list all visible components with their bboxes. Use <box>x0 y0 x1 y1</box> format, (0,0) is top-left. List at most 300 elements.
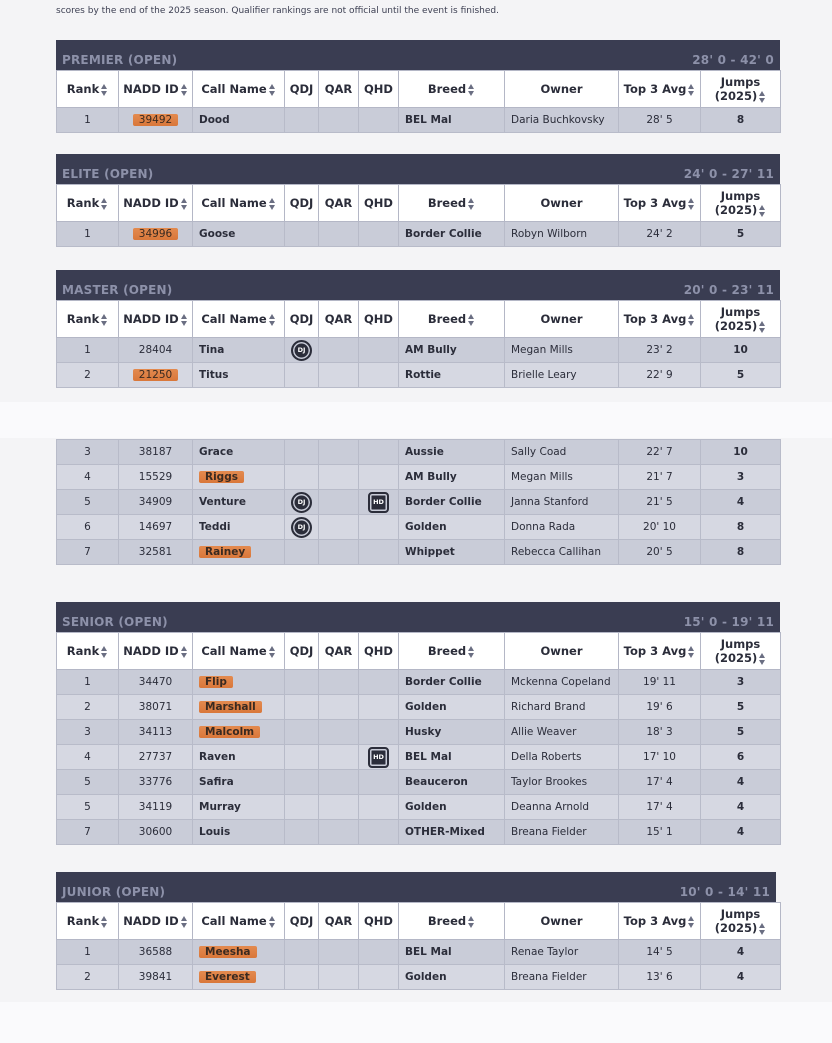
column-header-breed[interactable] <box>399 903 505 940</box>
senior-section <box>56 602 780 845</box>
qhd-cell <box>359 745 399 770</box>
call-name-value: Dood <box>199 114 230 126</box>
sort-icon[interactable] <box>181 646 188 658</box>
column-label: Owner <box>540 82 583 96</box>
table-header-row <box>57 71 781 108</box>
breed-cell: AM Bully <box>399 465 505 490</box>
top3-avg-cell: 17' 4 <box>619 770 701 795</box>
column-label: Breed <box>427 312 467 326</box>
breed-cell: AM Bully <box>399 338 505 363</box>
table-header-row <box>57 301 781 338</box>
top3-avg-cell: 21' 5 <box>619 490 701 515</box>
jumps-cell: 4 <box>701 820 781 845</box>
nadd-id-cell <box>119 440 193 465</box>
nadd-id-value: 38187 <box>138 446 173 458</box>
column-header-qdj <box>285 71 319 108</box>
column-header-owner <box>505 301 619 338</box>
column-header-nadd_id[interactable] <box>119 185 193 222</box>
column-label: QDJ <box>289 196 314 210</box>
sort-icon[interactable] <box>688 646 695 658</box>
column-header-qhd <box>359 903 399 940</box>
sort-icon[interactable] <box>759 321 766 333</box>
nadd-id-cell <box>119 720 193 745</box>
call-name-value: Tina <box>199 344 225 356</box>
rank-cell: 5 <box>57 490 119 515</box>
qhd-cell <box>359 720 399 745</box>
sort-icon[interactable] <box>181 916 188 928</box>
sort-icon[interactable] <box>759 653 766 665</box>
section-header <box>56 270 780 300</box>
column-label: QDJ <box>289 644 314 658</box>
qdj-cell <box>285 720 319 745</box>
qar-cell <box>319 465 359 490</box>
column-label: Jumps (2025) <box>714 75 761 103</box>
column-header-qar <box>319 903 359 940</box>
column-label: QDJ <box>289 312 314 326</box>
owner-cell: Megan Mills <box>505 338 619 363</box>
qdj-cell <box>285 695 319 720</box>
section-range: 15' 0 - 19' 11 <box>683 615 774 629</box>
column-label: Top 3 Avg <box>623 644 687 658</box>
column-label: QHD <box>364 644 393 658</box>
table-row <box>57 770 781 795</box>
column-label: Breed <box>427 82 467 96</box>
sort-icon[interactable] <box>759 91 766 103</box>
sort-icon[interactable] <box>181 84 188 96</box>
column-header-top3[interactable] <box>619 71 701 108</box>
column-label: Call Name <box>201 644 267 658</box>
owner-cell: Renae Taylor <box>505 940 619 965</box>
column-label: Rank <box>66 914 100 928</box>
column-header-rank[interactable] <box>57 903 119 940</box>
qdj-cell <box>285 465 319 490</box>
column-header-nadd_id[interactable] <box>119 71 193 108</box>
owner-cell: Taylor Brookes <box>505 770 619 795</box>
rank-cell: 1 <box>57 670 119 695</box>
jumps-cell: 4 <box>701 770 781 795</box>
call-name-value: Louis <box>199 826 231 838</box>
qdj-cell <box>285 770 319 795</box>
qdj-cell <box>285 108 319 133</box>
top3-avg-cell: 22' 9 <box>619 363 701 388</box>
column-header-qdj <box>285 185 319 222</box>
nadd-id-value: 34470 <box>138 676 173 688</box>
top3-avg-cell: 20' 5 <box>619 540 701 565</box>
table-row <box>57 222 781 247</box>
sort-icon[interactable] <box>269 916 276 928</box>
call-name-cell <box>193 795 285 820</box>
qar-cell <box>319 695 359 720</box>
column-header-top3[interactable] <box>619 633 701 670</box>
breed-cell: OTHER-Mixed <box>399 820 505 845</box>
column-header-breed[interactable] <box>399 185 505 222</box>
sort-icon[interactable] <box>468 314 475 326</box>
column-label: QHD <box>364 312 393 326</box>
column-label: NADD ID <box>123 82 179 96</box>
top3-avg-cell: 28' 5 <box>619 108 701 133</box>
column-label: Top 3 Avg <box>623 196 687 210</box>
owner-cell: Mckenna Copeland <box>505 670 619 695</box>
breed-cell: BEL Mal <box>399 940 505 965</box>
owner-cell: Della Roberts <box>505 745 619 770</box>
premier-section <box>56 40 780 133</box>
column-header-owner <box>505 71 619 108</box>
section-range: 20' 0 - 23' 11 <box>683 283 774 297</box>
sort-icon[interactable] <box>688 84 695 96</box>
sort-icon[interactable] <box>101 646 108 658</box>
column-header-qdj <box>285 903 319 940</box>
top3-avg-cell: 17' 10 <box>619 745 701 770</box>
qdj-cell <box>285 965 319 990</box>
column-header-nadd_id[interactable] <box>119 301 193 338</box>
column-label: Jumps (2025) <box>714 305 761 333</box>
column-label: NADD ID <box>123 644 179 658</box>
section-title: JUNIOR (OPEN) <box>62 885 166 899</box>
column-header-jumps[interactable] <box>701 633 781 670</box>
nadd-id-value: 21250 <box>133 369 178 381</box>
table-header-row <box>57 185 781 222</box>
top3-avg-cell: 22' 7 <box>619 440 701 465</box>
column-header-jumps[interactable] <box>701 301 781 338</box>
sort-icon[interactable] <box>181 198 188 210</box>
qar-cell <box>319 440 359 465</box>
section-title: PREMIER (OPEN) <box>62 53 178 67</box>
rank-cell: 5 <box>57 770 119 795</box>
qar-cell <box>319 770 359 795</box>
call-name-cell <box>193 770 285 795</box>
standings-table <box>56 300 781 388</box>
table-row <box>57 720 781 745</box>
standings-table <box>56 184 781 247</box>
qar-cell <box>319 745 359 770</box>
column-header-qdj <box>285 633 319 670</box>
top3-avg-cell: 14' 5 <box>619 940 701 965</box>
breed-cell: Rottie <box>399 363 505 388</box>
nadd-id-cell <box>119 465 193 490</box>
column-header-call_name[interactable] <box>193 903 285 940</box>
sort-icon[interactable] <box>101 314 108 326</box>
breed-cell: Golden <box>399 795 505 820</box>
sort-icon[interactable] <box>688 916 695 928</box>
owner-cell: Daria Buchkovsky <box>505 108 619 133</box>
qar-cell <box>319 720 359 745</box>
rank-cell: 3 <box>57 720 119 745</box>
sort-icon[interactable] <box>181 314 188 326</box>
qdj-cell <box>285 745 319 770</box>
nadd-id-value: 36588 <box>138 946 173 958</box>
column-label: QAR <box>324 196 353 210</box>
breed-cell: Beauceron <box>399 770 505 795</box>
qar-cell <box>319 965 359 990</box>
qhd-badge-icon: HD <box>368 747 389 768</box>
column-label: Rank <box>66 312 100 326</box>
nadd-id-value: 34909 <box>138 496 173 508</box>
nadd-id-value: 27737 <box>138 751 173 763</box>
page-gap <box>0 402 832 438</box>
sort-icon[interactable] <box>759 205 766 217</box>
column-header-rank[interactable] <box>57 185 119 222</box>
breed-cell: Aussie <box>399 440 505 465</box>
qdj-cell <box>285 222 319 247</box>
column-header-call_name[interactable] <box>193 633 285 670</box>
qdj-cell <box>285 940 319 965</box>
qhd-cell <box>359 222 399 247</box>
column-header-breed[interactable] <box>399 71 505 108</box>
call-name-value: Rainey <box>199 546 251 558</box>
nadd-id-value: 34996 <box>133 228 178 240</box>
call-name-value: Grace <box>199 446 234 458</box>
standings-table <box>56 902 781 990</box>
column-label: Jumps (2025) <box>714 189 761 217</box>
qdj-cell <box>285 440 319 465</box>
column-header-nadd_id[interactable] <box>119 903 193 940</box>
column-header-top3[interactable] <box>619 185 701 222</box>
call-name-cell <box>193 695 285 720</box>
jumps-cell: 6 <box>701 745 781 770</box>
column-label: Top 3 Avg <box>623 82 687 96</box>
qhd-cell <box>359 465 399 490</box>
rank-cell: 1 <box>57 222 119 247</box>
intro-text: scores by the end of the 2025 season. Qualifier rankings are not official until the event is finished. <box>56 6 499 16</box>
nadd-id-value: 28404 <box>138 344 173 356</box>
sort-icon[interactable] <box>468 916 475 928</box>
table-row <box>57 795 781 820</box>
sort-icon[interactable] <box>688 198 695 210</box>
column-label: QHD <box>364 914 393 928</box>
jumps-cell: 10 <box>701 440 781 465</box>
sort-icon[interactable] <box>269 84 276 96</box>
column-label: QHD <box>364 82 393 96</box>
qar-cell <box>319 363 359 388</box>
column-header-breed[interactable] <box>399 301 505 338</box>
nadd-id-value: 34113 <box>138 726 173 738</box>
column-header-call_name[interactable] <box>193 185 285 222</box>
nadd-id-value: 34119 <box>138 801 173 813</box>
column-label: QAR <box>324 82 353 96</box>
nadd-id-cell <box>119 670 193 695</box>
breed-cell: Golden <box>399 695 505 720</box>
jumps-cell: 3 <box>701 670 781 695</box>
breed-cell: Whippet <box>399 540 505 565</box>
rank-cell: 4 <box>57 745 119 770</box>
column-header-jumps[interactable] <box>701 71 781 108</box>
jumps-cell: 8 <box>701 108 781 133</box>
nadd-id-cell <box>119 540 193 565</box>
jumps-cell: 8 <box>701 515 781 540</box>
qhd-cell <box>359 440 399 465</box>
column-header-jumps[interactable] <box>701 903 781 940</box>
sort-icon[interactable] <box>269 646 276 658</box>
nadd-id-cell <box>119 338 193 363</box>
column-label: Owner <box>540 312 583 326</box>
qdj-cell <box>285 490 319 515</box>
call-name-value: Venture <box>199 496 246 508</box>
qhd-cell <box>359 670 399 695</box>
sort-icon[interactable] <box>688 314 695 326</box>
rank-cell: 2 <box>57 965 119 990</box>
nadd-id-value: 38071 <box>138 701 173 713</box>
qhd-cell <box>359 363 399 388</box>
jumps-cell: 4 <box>701 795 781 820</box>
qdj-badge-icon: DJ <box>291 517 312 538</box>
column-label: QHD <box>364 196 393 210</box>
column-header-top3[interactable] <box>619 301 701 338</box>
qar-cell <box>319 108 359 133</box>
column-header-rank[interactable] <box>57 633 119 670</box>
table-header-row <box>57 633 781 670</box>
call-name-cell <box>193 338 285 363</box>
column-header-qhd <box>359 633 399 670</box>
sort-icon[interactable] <box>269 314 276 326</box>
qhd-cell <box>359 490 399 515</box>
breed-cell: Border Collie <box>399 490 505 515</box>
table-row <box>57 670 781 695</box>
page-bottom-gap <box>0 1002 832 1043</box>
column-header-qar <box>319 71 359 108</box>
column-label: Call Name <box>201 914 267 928</box>
nadd-id-value: 33776 <box>138 776 173 788</box>
column-label: QAR <box>324 644 353 658</box>
column-header-rank[interactable] <box>57 71 119 108</box>
qar-cell <box>319 670 359 695</box>
breed-cell: Husky <box>399 720 505 745</box>
top3-avg-cell: 21' 7 <box>619 465 701 490</box>
qhd-cell <box>359 108 399 133</box>
qhd-cell <box>359 965 399 990</box>
top3-avg-cell: 24' 2 <box>619 222 701 247</box>
call-name-cell <box>193 222 285 247</box>
call-name-value: Marshall <box>199 701 262 713</box>
rank-cell: 7 <box>57 820 119 845</box>
qar-cell <box>319 820 359 845</box>
master-continued-section <box>56 439 780 565</box>
call-name-value: Safira <box>199 776 234 788</box>
rank-cell: 2 <box>57 695 119 720</box>
owner-cell: Robyn Wilborn <box>505 222 619 247</box>
jumps-cell: 4 <box>701 940 781 965</box>
sort-icon[interactable] <box>101 916 108 928</box>
column-header-nadd_id[interactable] <box>119 633 193 670</box>
owner-cell: Breana Fielder <box>505 965 619 990</box>
table-row <box>57 363 781 388</box>
qar-cell <box>319 540 359 565</box>
call-name-cell <box>193 108 285 133</box>
owner-cell: Sally Coad <box>505 440 619 465</box>
column-label: QDJ <box>289 914 314 928</box>
nadd-id-cell <box>119 770 193 795</box>
nadd-id-cell <box>119 940 193 965</box>
top3-avg-cell: 13' 6 <box>619 965 701 990</box>
qdj-cell <box>285 820 319 845</box>
qhd-cell <box>359 795 399 820</box>
column-header-call_name[interactable] <box>193 301 285 338</box>
table-row <box>57 490 781 515</box>
standings-table <box>56 70 781 133</box>
column-label: Call Name <box>201 82 267 96</box>
column-header-qhd <box>359 185 399 222</box>
standings-table <box>56 439 781 565</box>
sort-icon[interactable] <box>101 84 108 96</box>
section-title: SENIOR (OPEN) <box>62 615 168 629</box>
jumps-cell: 5 <box>701 695 781 720</box>
column-label: Owner <box>540 644 583 658</box>
sort-icon[interactable] <box>759 923 766 935</box>
column-header-breed[interactable] <box>399 633 505 670</box>
owner-cell: Allie Weaver <box>505 720 619 745</box>
qhd-cell <box>359 770 399 795</box>
column-header-qhd <box>359 71 399 108</box>
column-header-owner <box>505 633 619 670</box>
qdj-cell <box>285 540 319 565</box>
nadd-id-cell <box>119 965 193 990</box>
owner-cell: Breana Fielder <box>505 820 619 845</box>
jumps-cell: 4 <box>701 490 781 515</box>
call-name-value: Raven <box>199 751 236 763</box>
qhd-cell <box>359 820 399 845</box>
master-section <box>56 270 780 388</box>
owner-cell: Donna Rada <box>505 515 619 540</box>
sort-icon[interactable] <box>468 84 475 96</box>
top3-avg-cell: 20' 10 <box>619 515 701 540</box>
column-header-jumps[interactable] <box>701 185 781 222</box>
call-name-value: Murray <box>199 801 241 813</box>
nadd-id-value: 15529 <box>138 471 173 483</box>
section-range: 10' 0 - 14' 11 <box>679 885 770 899</box>
qhd-badge-icon: HD <box>368 492 389 513</box>
jumps-cell: 8 <box>701 540 781 565</box>
nadd-id-value: 14697 <box>138 521 173 533</box>
column-label: Breed <box>427 196 467 210</box>
breed-cell: Golden <box>399 965 505 990</box>
sort-icon[interactable] <box>468 198 475 210</box>
qar-cell <box>319 490 359 515</box>
jumps-cell: 5 <box>701 720 781 745</box>
nadd-id-cell <box>119 363 193 388</box>
column-header-qdj <box>285 301 319 338</box>
jumps-cell: 5 <box>701 363 781 388</box>
qhd-cell <box>359 940 399 965</box>
qar-cell <box>319 940 359 965</box>
breed-cell: Border Collie <box>399 670 505 695</box>
top3-avg-cell: 15' 1 <box>619 820 701 845</box>
rank-cell: 1 <box>57 338 119 363</box>
breed-cell: BEL Mal <box>399 745 505 770</box>
qhd-cell <box>359 695 399 720</box>
call-name-cell <box>193 440 285 465</box>
call-name-cell <box>193 965 285 990</box>
rank-cell: 5 <box>57 795 119 820</box>
section-header <box>56 602 780 632</box>
column-label: QAR <box>324 914 353 928</box>
sort-icon[interactable] <box>468 646 475 658</box>
column-header-owner <box>505 903 619 940</box>
section-range: 28' 0 - 42' 0 <box>692 53 774 67</box>
elite-section <box>56 154 780 247</box>
sort-icon[interactable] <box>101 198 108 210</box>
qar-cell <box>319 515 359 540</box>
column-header-call_name[interactable] <box>193 71 285 108</box>
owner-cell: Brielle Leary <box>505 363 619 388</box>
table-row <box>57 540 781 565</box>
top3-avg-cell: 17' 4 <box>619 795 701 820</box>
call-name-value: Titus <box>199 369 229 381</box>
nadd-id-value: 32581 <box>138 546 173 558</box>
table-row <box>57 820 781 845</box>
sort-icon[interactable] <box>269 198 276 210</box>
column-header-rank[interactable] <box>57 301 119 338</box>
column-header-top3[interactable] <box>619 903 701 940</box>
nadd-id-cell <box>119 695 193 720</box>
